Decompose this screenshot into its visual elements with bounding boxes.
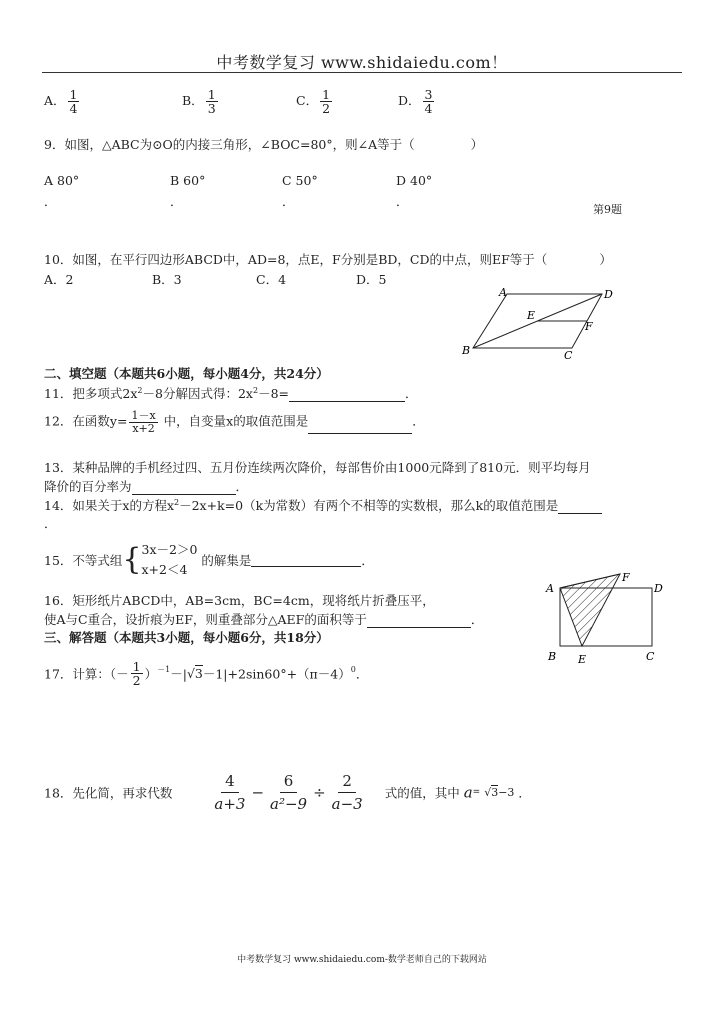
- page-footer: 中考数学复习 www.shidaiedu.com-数学老师自己的下载网站: [237, 955, 487, 965]
- q9-dot-d: ．: [396, 194, 409, 209]
- q8-option-c: C． $\frac{1}{2}$: [296, 87, 331, 117]
- label-d: D: [654, 582, 663, 595]
- header-divider: [42, 72, 682, 73]
- q14-end: ．: [44, 516, 57, 531]
- label-b: B: [462, 344, 471, 357]
- q11: 11．把多项式$2x^2-8$分解因式得：$2x^2-8=$ ．: [44, 385, 418, 401]
- label-f: F: [585, 320, 593, 333]
- q13-line1: 13．某种品牌的手机经过四、五月份连续两次降价，每部售价由1000元降到了810元．则平均每月: [44, 460, 591, 475]
- q10-option-b: B．3: [152, 272, 182, 287]
- q15: 15．不等式组{ 3x－2＞0 x+2＜4 的解集是 ．: [44, 542, 374, 577]
- q12: 12．在函数y= $\frac{1-x}{x+2}$ 中，自变量x的取值范围是 ．: [44, 409, 425, 435]
- q13-answer-blank: [132, 482, 236, 495]
- q11-answer-blank: [289, 389, 405, 402]
- q9-stem: 9．如图，△ABC为⊙O的内接三角形，∠BOC=80°，则∠A等于（ ）: [44, 137, 484, 152]
- label-e: E: [578, 653, 587, 666]
- q10-option-d: D．5: [356, 272, 387, 287]
- q18: 18．先化简，再求代数 $\frac{4}{a+3}$ − $\frac{6}{\text{a²−9}}$ ÷ $\frac{2}{a-3}$ 式的值，其中 a= √3−3 ．: [44, 772, 531, 813]
- q15-brace: {: [122, 542, 142, 577]
- section-2-title: 二、填空题（本题共6小题，每小题4分，共24分）: [44, 366, 329, 381]
- q9-figure-label: 第9题: [593, 203, 622, 216]
- q9-dot-a: ．: [44, 194, 57, 209]
- label-c: C: [646, 650, 655, 663]
- triangle-aef-hatched: [560, 574, 620, 646]
- q16-line1: 16．矩形纸片ABCD中，AB=3cm，BC=4cm，现将纸片折叠压平，: [44, 593, 435, 608]
- q9-dot-c: ．: [282, 194, 295, 209]
- label-d: D: [604, 288, 613, 301]
- label-a: A: [499, 286, 507, 299]
- q9-option-d: D 40°: [396, 173, 433, 188]
- q14-answer-blank: [558, 501, 602, 514]
- q8-option-a: A． $\frac{1}{4}$: [44, 87, 78, 117]
- q9-option-a: A 80°: [44, 173, 80, 188]
- q10-option-a: A．2: [44, 272, 74, 287]
- q14: 14．如果关于x的方程$x^2-2x+k=0(k$为常数）有两个不相等的实数根，那么k的取值范围是: [44, 496, 602, 514]
- section-3-title: 三、解答题（本题共3小题，每小题6分，共18分）: [44, 630, 329, 645]
- label-f: F: [622, 571, 630, 584]
- label-e: E: [527, 309, 536, 322]
- page-header-title: 中考数学复习 www.shidaiedu.com！: [216, 53, 508, 72]
- q9-option-b: B 60°: [170, 173, 206, 188]
- q15-answer-blank: [251, 554, 361, 567]
- q12-answer-blank: [308, 421, 412, 434]
- q10-option-c: C．4: [256, 272, 287, 287]
- label-b: B: [548, 650, 557, 663]
- q10-stem: 10．如图，在平行四边形ABCD中，AD=8，点E，F分别是BD，CD的中点，则EF等于（ ）: [44, 252, 612, 267]
- q8-option-d: D． $\frac{3}{4}$: [398, 87, 433, 117]
- q8-option-b: B． $\frac{1}{3}$: [182, 87, 216, 117]
- q16-line2: 使A与C重合，设折痕为EF，则重叠部分△AEF的面积等于 ．: [44, 612, 484, 627]
- label-a: A: [546, 582, 554, 595]
- q10-parallelogram-figure: [455, 284, 625, 364]
- label-c: C: [564, 349, 573, 362]
- q9-dot-b: ．: [170, 194, 183, 209]
- q13-line2: 降价的百分率为 ．: [44, 479, 249, 494]
- q16-rectangle-figure: [540, 568, 670, 668]
- q17: 17．计算：（－ $\frac{1}{2}$ ）$^{-1}-|√3-1|+2\sin 60^\circ+(\pi-4)^0$．: [44, 659, 369, 689]
- q9-option-c: C 50°: [282, 173, 318, 188]
- q16-answer-blank: [367, 615, 471, 628]
